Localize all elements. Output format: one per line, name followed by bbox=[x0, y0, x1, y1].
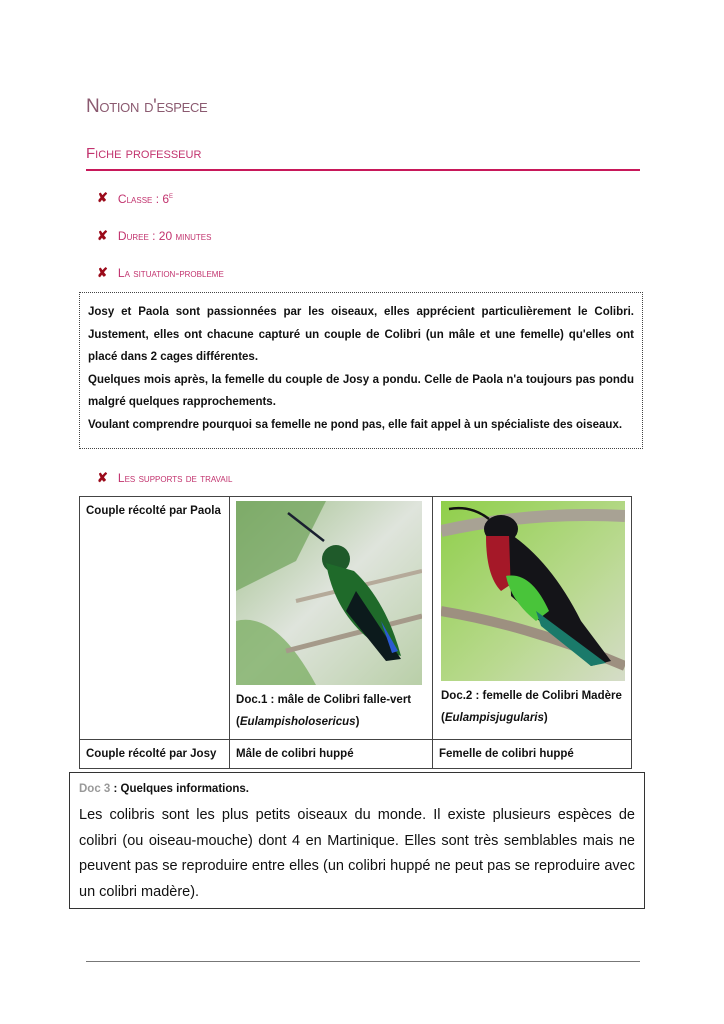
cross-icon: ✘ bbox=[97, 190, 108, 205]
footer-divider bbox=[86, 961, 640, 962]
red-throated-hummingbird-photo bbox=[441, 501, 625, 681]
female-cell: Femelle de colibri huppé bbox=[433, 740, 632, 769]
cross-icon: ✘ bbox=[97, 228, 108, 243]
situation-paragraph: Voulant comprendre pourquoi sa femelle ne pond pas, elle fait appel à un spécialiste des oiseaux. bbox=[88, 418, 623, 431]
table-row bbox=[80, 497, 632, 740]
row-label: Couple récolté par Paola bbox=[80, 497, 230, 740]
page-title: Notion d'espece bbox=[86, 96, 208, 117]
bullet-supports bbox=[97, 470, 232, 486]
cross-icon: ✘ bbox=[97, 470, 108, 485]
male-cell: Mâle de colibri huppé bbox=[230, 740, 433, 769]
doc1-caption: Doc.1 : mâle de Colibri falle-vert bbox=[236, 694, 412, 706]
situation-paragraph: Josy et Paola sont passionnées par les oiseaux, elles apprécient particulièrement le Colibri. Justement, elles ont chacune capturé un couple de Colibri (un mâle et une femelle) qu'elles ont placé dans 2 cages différentes. bbox=[88, 306, 634, 363]
header-divider bbox=[86, 169, 640, 171]
doc1-latin: Eulampisholosericus bbox=[239, 716, 356, 728]
bullet-label: Duree : 20 minutes bbox=[117, 229, 212, 243]
doc2-latin: Eulampisjugularis bbox=[444, 712, 544, 724]
cross-icon: ✘ bbox=[97, 265, 108, 280]
doc3-box bbox=[69, 772, 645, 909]
doc2-caption: Doc.2 : femelle de Colibri Madère bbox=[441, 690, 622, 702]
bullet-situation bbox=[97, 265, 224, 281]
bullet-label: La situation-probleme bbox=[117, 266, 224, 280]
bullet-label: Les supports de travail bbox=[117, 471, 233, 485]
doc3-title: : Quelques informations. bbox=[110, 783, 249, 795]
doc2-cell: Doc.2 : femelle de Colibri Madère (Eulampisjugularis) bbox=[433, 497, 632, 740]
row-label: Couple récolté par Josy bbox=[80, 740, 230, 769]
table-row bbox=[80, 740, 632, 769]
green-hummingbird-photo bbox=[236, 501, 422, 685]
supports-table bbox=[79, 496, 632, 769]
doc3-text: Les colibris sont les plus petits oiseaux du monde. Il existe plusieurs espèces de colibri (ou oiseau-mouche) dont 4 en Martinique. Elles sont très semblables mais ne peuvent pas se reproduire entre elles (un colibri huppé ne peut pas se reproduire avec un colibri madère). bbox=[79, 807, 635, 900]
bullet-label: Classe : 6 bbox=[117, 191, 170, 206]
situation-paragraph: Quelques mois après, la femelle du couple de Josy a pondu. Celle de Paola n'a toujours pas pondu malgré quelques rapprochements. bbox=[88, 373, 634, 408]
doc3-label: Doc 3 bbox=[79, 783, 111, 795]
situation-box bbox=[79, 292, 643, 449]
doc1-cell: Doc.1 : mâle de Colibri falle-vert (Eulampisholosericus) bbox=[230, 497, 433, 740]
page-subtitle: Fiche professeur bbox=[86, 145, 202, 162]
bullet-classe: ✘ Classe : 6e bbox=[97, 190, 174, 206]
bullet-duree bbox=[97, 228, 211, 244]
